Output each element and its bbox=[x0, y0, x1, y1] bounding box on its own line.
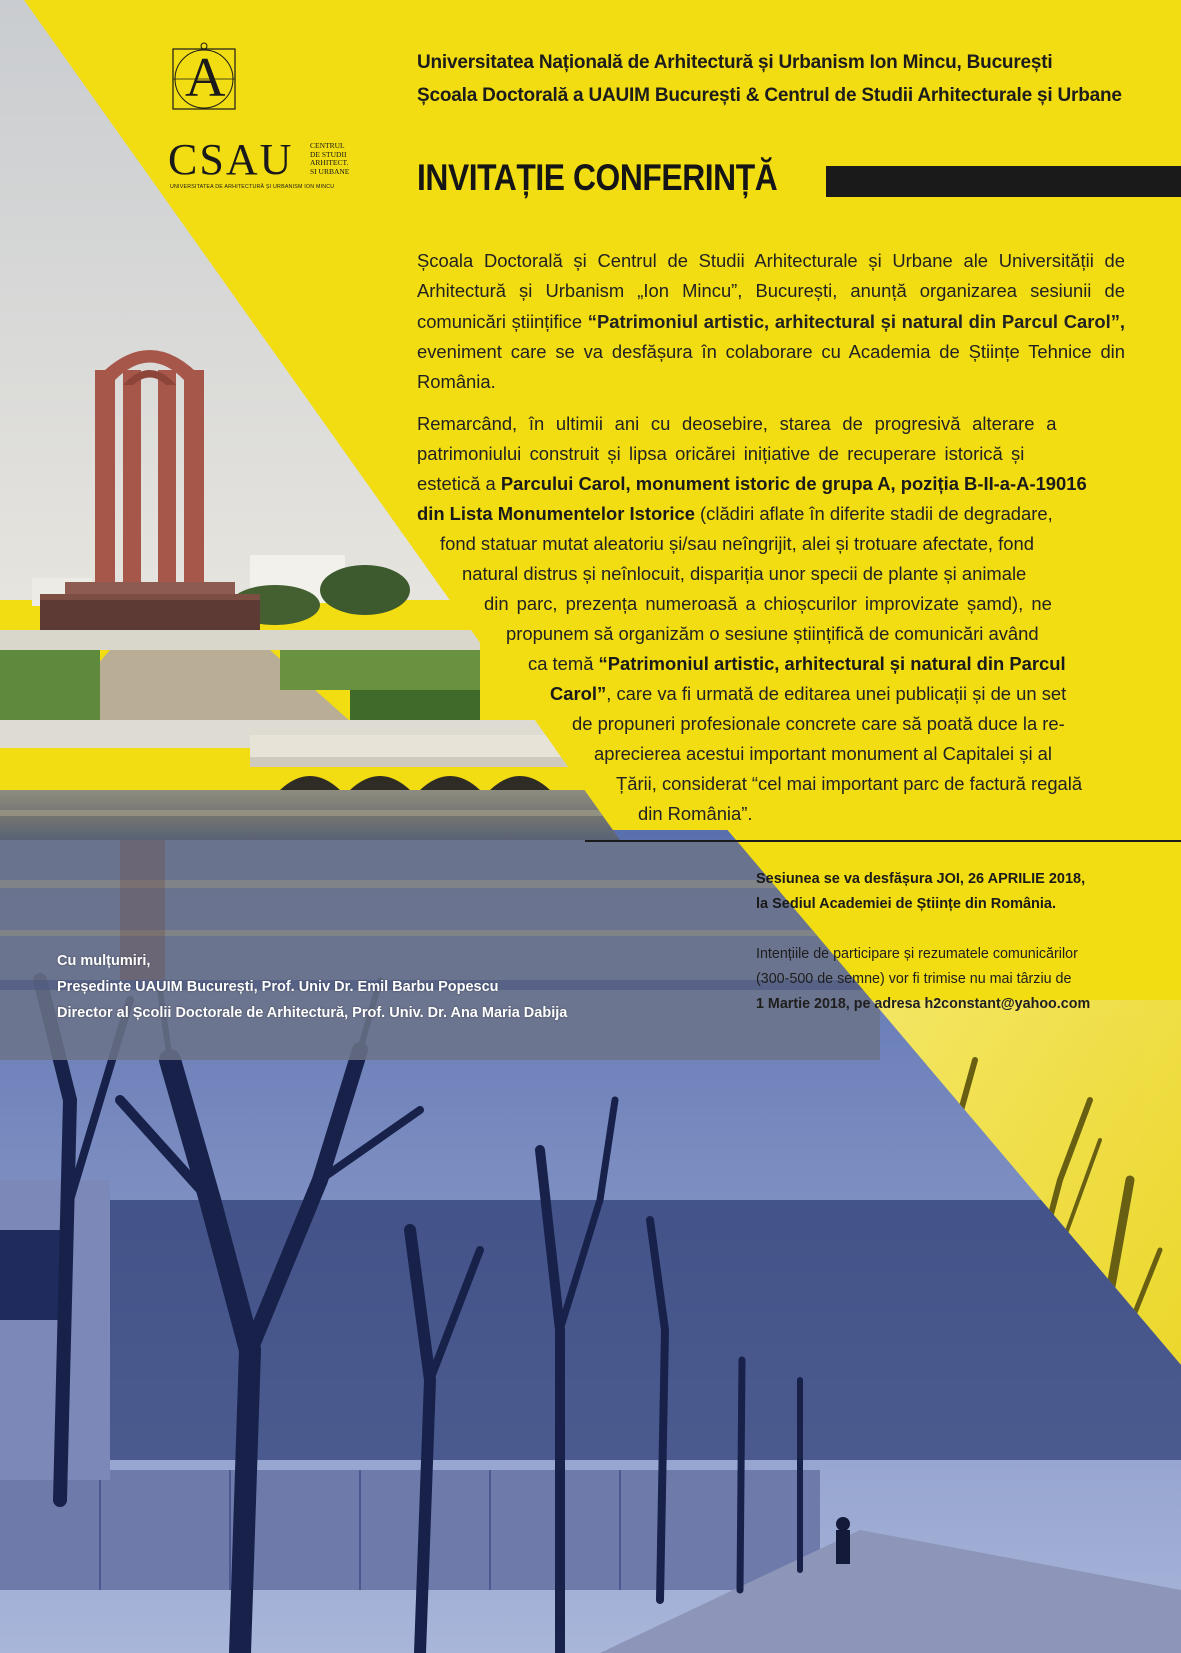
header-doctoral-school: Școala Doctorală a UAUIM București & Centrul de Studii Arhitecturale și Urbane bbox=[417, 85, 1122, 106]
csau-side-line: CENTRUL bbox=[310, 141, 345, 150]
paragraph-line: de propuneri profesionale concrete care să poată duce la re- bbox=[572, 713, 1065, 734]
intro-text-end: eveniment care se va desfășura în colaborare cu Academia de Științe Tehnice din România. bbox=[417, 340, 1125, 393]
section-divider bbox=[585, 840, 1181, 842]
csau-wordmark: CSAU bbox=[168, 135, 294, 184]
paragraph-line: Țării, considerat “cel mai important parc de factură regală bbox=[616, 773, 1083, 794]
uauim-logo bbox=[171, 41, 237, 111]
paragraph-bold: din Lista Monumentelor Istorice bbox=[417, 503, 695, 524]
paragraph-bold: Carol” bbox=[550, 683, 607, 704]
thanks-heading: Cu mulțumiri, bbox=[57, 953, 151, 969]
paragraph-line: patrimoniului construit și lipsa oricărei inițiative de recuperare istorică și bbox=[417, 443, 1025, 464]
signatory-president: Președinte UAUIM București, Prof. Univ Dr. Emil Barbu Popescu bbox=[57, 979, 499, 995]
intro-text: Școala Doctorală și Centrul de Studii Arhitecturale și Urbane ale Universității de Arhitectură și Urbanism „Ion Mincu”, București, anunță organizarea sesiunii de comunicări științifice bbox=[417, 250, 1125, 332]
session-location: la Sediul Academiei de Științe din România. bbox=[756, 896, 1057, 912]
csau-side-text bbox=[310, 142, 349, 176]
title-bar bbox=[826, 166, 1181, 197]
paragraph-line: Remarcând, în ultimii ani cu deosebire, starea de progresivă alterare a bbox=[417, 413, 1057, 434]
header-university: Universitatea Națională de Arhitectură și Urbanism Ion Mincu, București bbox=[417, 52, 1053, 73]
csau-subline: UNIVERSITATEA DE ARHITECTURĂ ȘI URBANISM ION MINCU bbox=[170, 184, 335, 190]
csau-side-line: ARHITECT. bbox=[310, 158, 349, 167]
paragraph-line: din România”. bbox=[638, 803, 753, 824]
paragraph-line: natural distrus și neînlocuit, dispariția unor specii de plante și animale bbox=[462, 563, 1027, 584]
deadline-line: (300-500 de semne) vor fi trimise nu mai târziu de bbox=[756, 971, 1072, 987]
paragraph-line bbox=[528, 653, 1066, 675]
paragraph-line: propunem să organizăm o sesiune științifică de comunicări având bbox=[506, 623, 1039, 644]
logo-letter: A bbox=[185, 47, 226, 109]
intro-paragraph bbox=[417, 246, 1125, 397]
intro-event-title: “Patrimoniul artistic, arhitectural și natural din Parcul Carol”, bbox=[587, 310, 1126, 332]
paragraph-line bbox=[417, 503, 1053, 525]
deadline-line: Intențiile de participare și rezumatele comunicărilor bbox=[756, 946, 1078, 962]
paragraph-text: ca temă bbox=[528, 653, 599, 674]
csau-side-line: SI URBANE bbox=[310, 166, 350, 176]
paragraph-bold: Parcului Carol, monument istoric de grupa A, poziția B-II-a-A-19016 bbox=[500, 473, 1087, 494]
csau-side-line: DE STUDII bbox=[310, 149, 347, 159]
page-title: INVITAȚIE CONFERINȚĂ bbox=[417, 157, 778, 198]
paragraph-text: estetică a bbox=[417, 473, 501, 494]
paragraph-text: , care va fi urmată de editarea unei publicații și de un set bbox=[606, 683, 1067, 704]
paragraph-line: aprecierea acestui important monument al Capitalei și al bbox=[594, 743, 1052, 764]
signatory-director: Director al Școlii Doctorale de Arhitectură, Prof. Univ. Dr. Ana Maria Dabija bbox=[57, 1005, 568, 1021]
paragraph-text: (clădiri aflate în diferite stadii de degradare, bbox=[694, 503, 1053, 524]
paragraph-line bbox=[417, 473, 1087, 495]
paragraph-line: fond statuar mutat aleatoriu și/sau neîngrijit, alei și trotuare afectate, fond bbox=[440, 533, 1034, 554]
paragraph-line bbox=[550, 683, 1066, 705]
deadline-date-email: 1 Martie 2018, pe adresa h2constant@yahoo.com bbox=[756, 996, 1091, 1012]
paragraph-bold: “Patrimoniul artistic, arhitectural și natural din Parcul bbox=[598, 653, 1066, 674]
csau-logo bbox=[168, 135, 366, 198]
session-date: Sesiunea se va desfășura JOI, 26 APRILIE 2018, bbox=[756, 871, 1086, 887]
paragraph-line: din parc, prezența numeroasă a chioșcurilor improvizate șamd), ne bbox=[484, 593, 1052, 614]
